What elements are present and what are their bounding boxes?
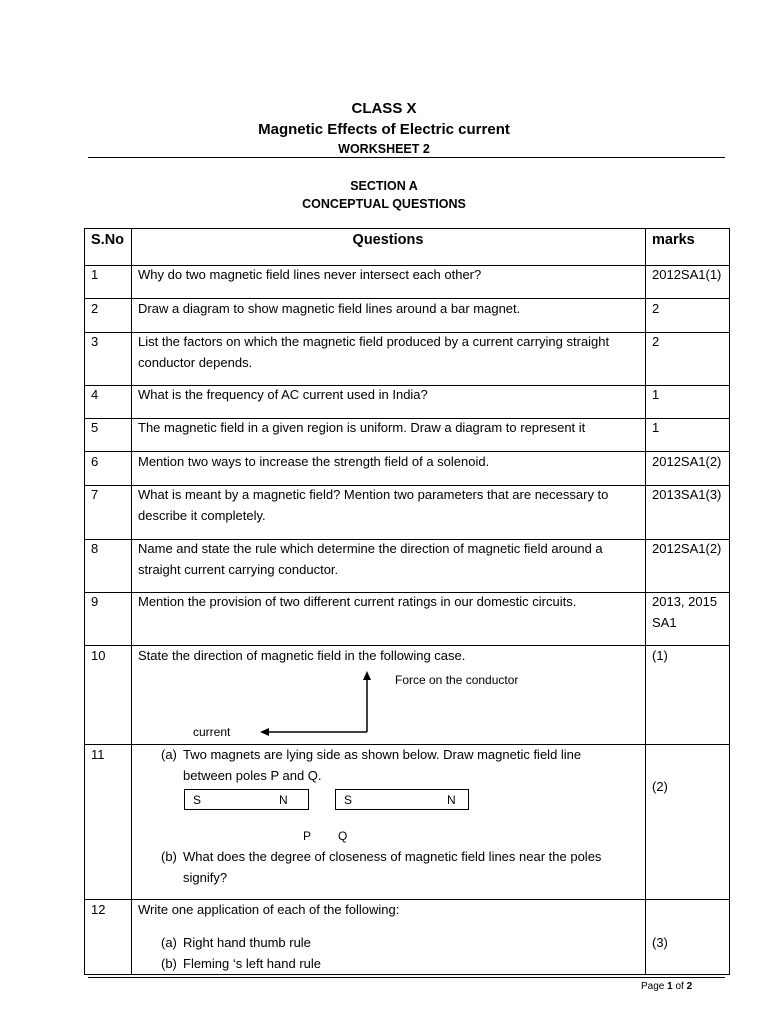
force-label: Force on the conductor [395,673,519,687]
row-number: 9 [91,594,99,609]
worksheet-label: WORKSHEET 2 [338,142,430,156]
question-text: Draw a diagram to show magnetic field lines around a bar magnet. [138,301,521,316]
bar-magnet [335,789,469,810]
current-page: 1 [667,981,673,992]
row-number: 10 [91,648,106,663]
total-pages: 2 [686,981,693,992]
magnet-pole-s: S [193,793,202,807]
pole-label-q: Q [338,829,348,843]
question-text: What is meant by a magnetic field? Mention two parameters that are necessary to describe it completely. [138,487,609,523]
subpart-marker: (b) [161,849,177,864]
question-text: The magnetic field in a given region is uniform. Draw a diagram to represent it [138,420,586,435]
question-text: Write one application of each of the following: [138,902,400,917]
question-text: Two magnets are lying side as shown below. Draw magnetic field line between poles P and Q. [183,747,582,783]
header-marks: marks [652,232,695,248]
question-text: Right hand thumb rule [183,935,311,950]
marks-value: 1 [652,387,660,402]
chapter-title: Magnetic Effects of Electric current [258,121,510,138]
question-text: Why do two magnetic field lines never intersect each other? [138,267,482,282]
row-number: 11 [91,747,105,762]
section-label: SECTION A [350,179,418,193]
marks-value: (3) [652,935,668,950]
force-current-diagram [245,669,395,737]
row-number: 6 [91,454,99,469]
page-prefix: Page [641,981,665,992]
header-rule [88,157,725,158]
subpart-marker: (a) [161,747,177,762]
questions-table [84,228,730,975]
question-text: List the factors on which the magnetic field produced by a current carrying straight conductor depends. [138,334,610,370]
row-number: 12 [91,902,106,917]
row-number: 5 [91,420,99,435]
page-number [641,981,692,992]
class-heading: CLASS X [351,100,417,117]
marks-value: (1) [652,648,668,663]
row-number: 1 [91,267,99,282]
row-number: 7 [91,487,99,502]
marks-value: 1 [652,420,660,435]
header-sno: S.No [91,232,125,248]
marks-value: (2) [652,779,668,794]
question-text: What does the degree of closeness of magnetic field lines near the poles signify? [183,849,602,885]
column-divider [131,229,132,974]
marks-value: 2013, 2015 SA1 [652,594,718,630]
marks-value: 2012SA1(1) [652,267,722,282]
page-of: of [675,981,684,992]
marks-value: 2 [652,334,660,349]
question-text: Mention two ways to increase the strength field of a solenoid. [138,454,490,469]
subpart-marker: (b) [161,956,177,971]
column-divider [645,229,646,974]
arrow-left-icon [260,728,269,736]
question-text: State the direction of magnetic field in the following case. [138,648,466,663]
question-text: Fleming ‘s left hand rule [183,956,322,971]
question-text: What is the frequency of AC current used in India? [138,387,428,402]
magnet-pole-n: N [447,793,456,807]
subpart-marker: (a) [161,935,177,950]
pole-label-p: P [303,829,312,843]
header-questions: Questions [352,232,424,248]
row-number: 3 [91,334,99,349]
section-title: CONCEPTUAL QUESTIONS [302,197,466,211]
arrow-up-icon [363,671,371,680]
row-number: 4 [91,387,99,402]
question-text: Name and state the rule which determine the direction of magnetic field around a straight current carrying conductor. [138,541,603,577]
row-number: 2 [91,301,99,316]
question-text: Mention the provision of two different current ratings in our domestic circuits. [138,594,577,609]
marks-value: 2 [652,301,660,316]
magnet-pole-n: N [279,793,288,807]
magnet-pole-s: S [344,793,353,807]
marks-value: 2012SA1(2) [652,454,722,469]
footer-rule [88,977,725,978]
row-number: 8 [91,541,99,556]
marks-value: 2013SA1(3) [652,487,722,502]
marks-value: 2012SA1(2) [652,541,722,556]
bar-magnet [184,789,309,810]
current-label: current [193,725,231,739]
